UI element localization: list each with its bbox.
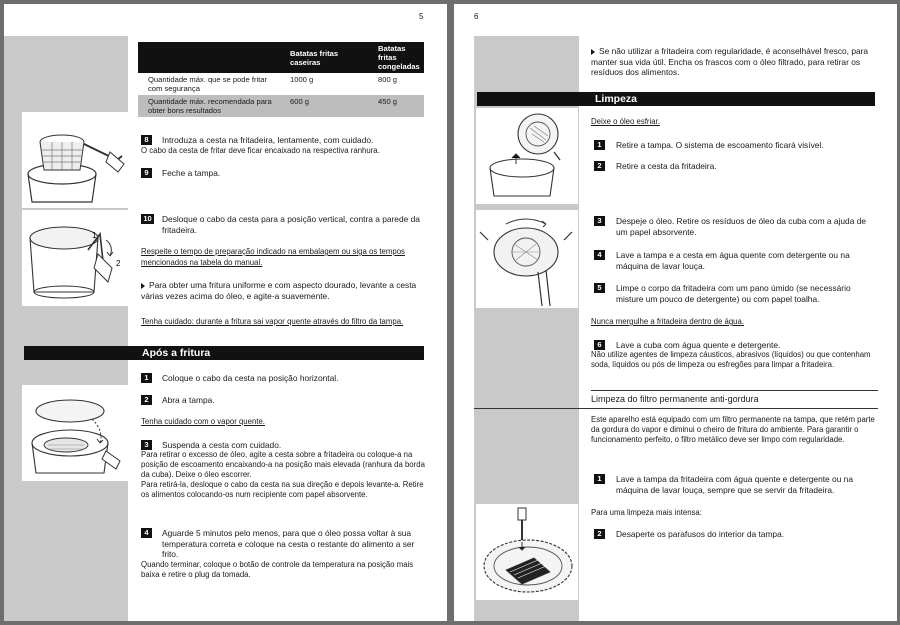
note-intense-cleaning: Para uma limpeza mais intensa: — [591, 508, 702, 517]
page-number: 5 — [419, 12, 424, 21]
step-2-text: Retire a cesta da fritadeira. — [616, 161, 717, 171]
note-prep-time: Respeite o tempo de preparação indicado na embalagem ou siga os tempos mencionados na tabela do manual. — [141, 247, 405, 267]
illustration-unscrew-lid — [476, 504, 578, 600]
heading-filter-cleaning: Limpeza do filtro permanente anti-gordura — [591, 394, 759, 404]
after-3-text: Suspenda a cesta com cuidado. — [162, 440, 282, 450]
filter-step-1-number: 1 — [594, 474, 605, 484]
table-row: Quantidade máx. que se pode fritar com segurança 1000 g 800 g — [138, 73, 424, 95]
step-1-number: 1 — [594, 140, 605, 150]
illustration-remove-lid — [476, 108, 578, 204]
filter-step-2-number: 2 — [594, 529, 605, 539]
step-1-text: Retire a tampa. O sistema de escoamento ficará visível. — [616, 140, 824, 150]
after-2-text: Abra a tampa. — [162, 395, 215, 405]
filter-step-2-text: Desaperte os parafusos do interior da tampa. — [616, 529, 785, 539]
after-4-text: Aguarde 5 minutos pelo menos, para que o óleo possa voltar à sua temperatura correta e coloque na cesta o restante do alimento a ser frito. — [162, 528, 415, 559]
step-8-number: 8 — [141, 135, 152, 145]
caution-hot-vapor: Tenha cuidado com o vapor quente. — [141, 417, 265, 426]
step-8-text: Introduza a cesta na fritadeira, lentamente, com cuidado. — [162, 135, 374, 145]
step-5-number: 5 — [594, 283, 605, 293]
step-4-text: Lave a tampa e a cesta em água quente com detergente ou na máquina de lavar louça. — [616, 250, 850, 271]
step-3-text: Despeje o óleo. Retire os resíduos de óleo da cuba com a ajuda de um papel absorvente. — [616, 216, 867, 237]
divider — [591, 390, 878, 391]
step-4-number: 4 — [594, 250, 605, 260]
illustration-handle-vertical — [22, 210, 128, 306]
table-header-empty — [138, 42, 286, 73]
step-6-number: 6 — [594, 340, 605, 350]
step-10-number: 10 — [141, 214, 154, 224]
after-4-number: 4 — [141, 528, 152, 538]
note-cool-oil: Deixe o óleo esfriar. — [591, 117, 660, 126]
frying-quantity-table — [138, 42, 424, 117]
note-never-submerge: Nunca mergulhe a fritadeira dentro de água. — [591, 317, 745, 326]
after-2-number: 2 — [141, 395, 152, 405]
page-number: 6 — [474, 12, 479, 21]
tip-uniform-frying: Para obter uma fritura uniforme e com aspecto dourado, levante a cesta várias vezes acima do óleo, e agite-a suavemente. — [141, 280, 417, 301]
step-3-number: 3 — [594, 216, 605, 226]
table-header-congeladas: Batatas fritas congeladas — [378, 44, 420, 71]
step-5-text: Limpe o corpo da fritadeira com um pano úmido (se necessário misture um pouco de detergente) ou com papel toalha. — [616, 283, 851, 304]
illus-label-2: 2 — [116, 259, 121, 268]
step-2-number: 2 — [594, 161, 605, 171]
after-3-number: 3 — [141, 440, 152, 450]
illus-label-1: 1 — [92, 231, 97, 240]
caution-vapor-filter: Tenha cuidado: durante a fritura sai vapor quente através do filtro da tampa. — [141, 317, 404, 326]
page-right — [454, 4, 897, 621]
step-6-text: Lave a cuba com água quente e detergente. — [616, 340, 781, 350]
after-1-number: 1 — [141, 373, 152, 383]
step-9-text: Feche a tampa. — [162, 168, 221, 178]
filter-step-1-text: Lave a tampa da fritadeira com água quente e detergente ou na máquina de lavar louça, sempre que se servir da fritadeira. — [616, 474, 853, 495]
after-1-text: Coloque o cabo da cesta na posição horizontal. — [162, 373, 339, 383]
after-3-sub: Para retirar o excesso de óleo, agite a cesta sobre a fritadeira ou coloque-a na posição de escoamento encaixando-a na posição mais elevada (ranhura da borda da cuba). Deixe o óleo escorrer. Para retirá-la, desloque o cabo da cesta na sua direção e depois levante-a. Retire os alimentos colocando-os num recipiente com papel absorvente. — [141, 450, 425, 499]
table-header-caseiras: Batatas fritas caseiras — [290, 48, 339, 67]
after-4-sub: Quando terminar, coloque o botão de controle da temperatura na posição mais baixa e retire o plug da tomada. — [141, 560, 414, 579]
table-row: Quantidade máx. recomendada para obter bons resultados 600 g 450 g — [138, 95, 424, 117]
step-8-sub: O cabo da cesta de fritar deve ficar encaixado na respectiva ranhura. — [141, 146, 380, 155]
step-6-sub: Não utilize agentes de limpeza cáusticos, abrasivos (líquidos) ou que contenham soda, líquidos ou pós de limpeza ou esfregões para limpar a fritadeira. — [591, 350, 871, 369]
illustration-lift-basket — [22, 385, 128, 481]
divider — [474, 408, 878, 409]
illustration-basket-insert — [22, 112, 128, 208]
heading-apos-fritura: Após a fritura — [24, 346, 424, 360]
tip-oil-storage: Se não utilizar a fritadeira com regularidade, é aconselhável fresco, para manter sua vida útil. Encha os frascos com o óleo filtrado, para retirar os resíduos dos alimentos. — [591, 46, 869, 77]
step-9-number: 9 — [141, 168, 152, 178]
page-left — [4, 4, 447, 621]
illustration-pour-oil — [476, 210, 578, 308]
heading-limpeza: Limpeza — [477, 92, 875, 106]
step-10-text: Desloque o cabo da cesta para a posição vertical, contra a parede da fritadeira. — [162, 214, 420, 235]
filter-paragraph: Este aparelho está equipado com um filtro permanente na tampa, que retém parte da gordura do vapor e diminui o cheiro de fritura do ambiente. Para garantir o funcionamento perfeito, o filtro metálico deve ser limpo com regularidade. — [591, 415, 875, 444]
